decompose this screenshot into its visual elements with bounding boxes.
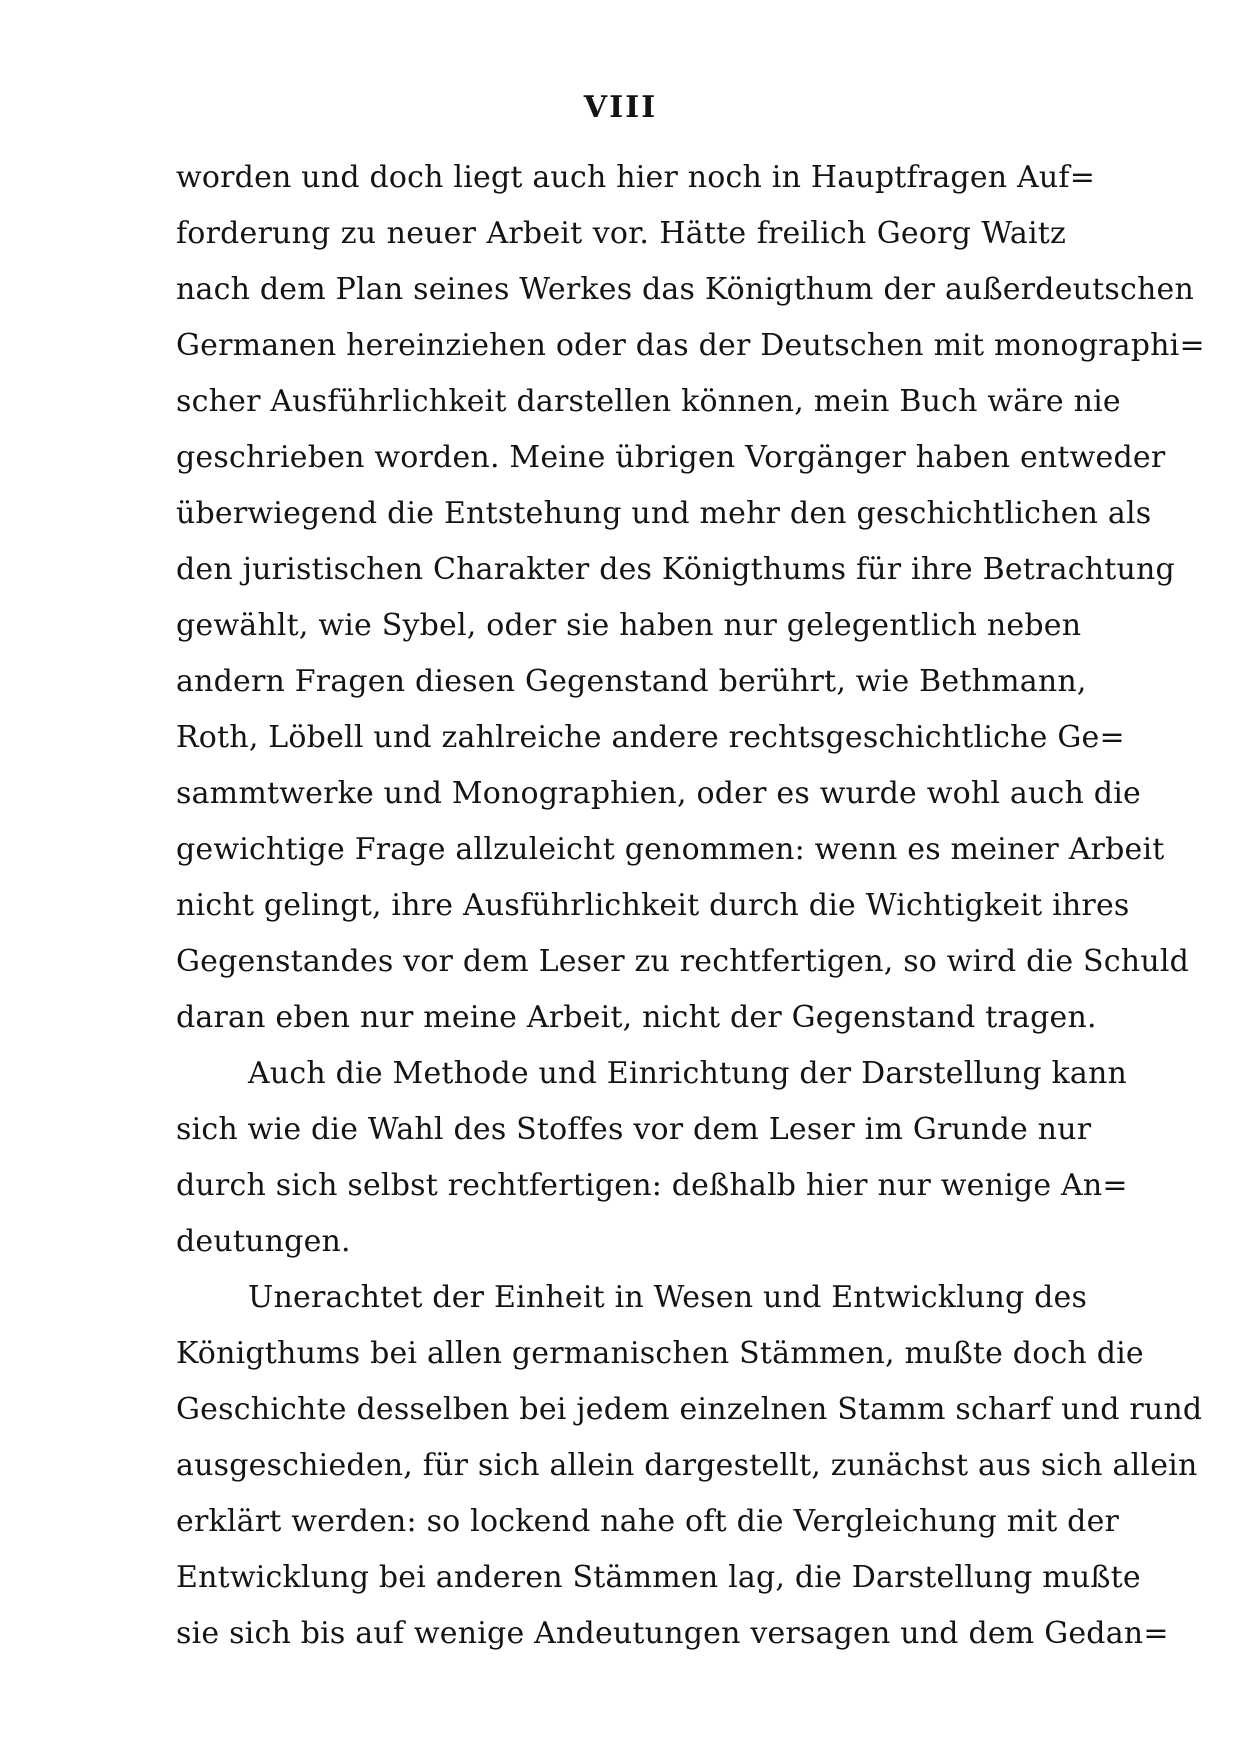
text-line: geschrieben worden. Meine übrigen Vorgänger haben entweder xyxy=(176,440,1166,475)
text-line: Entwicklung bei anderen Stämmen lag, die Darstellung mußte xyxy=(176,1560,1141,1595)
text-line: worden und doch liegt auch hier noch in Hauptfragen Auf= xyxy=(176,160,1096,195)
text-line: Geschichte desselben bei jedem einzelnen Stamm scharf und rund xyxy=(176,1392,1203,1427)
text-line: erklärt werden: so lockend nahe oft die Vergleichung mit der xyxy=(176,1504,1120,1539)
body-text xyxy=(176,150,1205,1662)
text-line: durch sich selbst rechtfertigen: deßhalb hier nur wenige An= xyxy=(176,1168,1128,1203)
text-line: überwiegend die Entstehung und mehr den geschichtlichen als xyxy=(176,496,1152,531)
text-line: sie sich bis auf wenige Andeutungen versagen und dem Gedan= xyxy=(176,1616,1169,1651)
paragraph-2 xyxy=(176,1046,1128,1270)
text-line: deutungen. xyxy=(176,1224,351,1259)
text-line: sammtwerke und Monographien, oder es wurde wohl auch die xyxy=(176,776,1141,811)
paragraph-3 xyxy=(176,1270,1203,1662)
text-line: gewählt, wie Sybel, oder sie haben nur gelegentlich neben xyxy=(176,608,1082,643)
text-line: nach dem Plan seines Werkes das Königthum der außerdeutschen xyxy=(176,272,1195,307)
paragraph-1 xyxy=(176,150,1205,1046)
text-line: gewichtige Frage allzuleicht genommen: wenn es meiner Arbeit xyxy=(176,832,1165,867)
text-line: den juristischen Charakter des Königthums für ihre Betrachtung xyxy=(176,552,1175,587)
text-line: nicht gelingt, ihre Ausführlichkeit durch die Wichtigkeit ihres xyxy=(176,888,1130,923)
page-number: VIII xyxy=(583,90,658,125)
text-line: daran eben nur meine Arbeit, nicht der Gegenstand tragen. xyxy=(176,1000,1097,1035)
text-line: Unerachtet der Einheit in Wesen und Entwicklung des xyxy=(248,1280,1088,1315)
text-line: forderung zu neuer Arbeit vor. Hätte freilich Georg Waitz xyxy=(176,216,1066,251)
text-line: Roth, Löbell und zahlreiche andere rechtsgeschichtliche Ge= xyxy=(176,720,1125,755)
text-line: Gegenstandes vor dem Leser zu rechtfertigen, so wird die Schuld xyxy=(176,944,1190,979)
text-line: sich wie die Wahl des Stoffes vor dem Leser im Grunde nur xyxy=(176,1112,1092,1147)
text-line: ausgeschieden, für sich allein dargestellt, zunächst aus sich allein xyxy=(176,1448,1198,1483)
text-line: scher Ausführlichkeit darstellen können, mein Buch wäre nie xyxy=(176,384,1121,419)
text-line: Auch die Methode und Einrichtung der Darstellung kann xyxy=(248,1056,1128,1091)
text-line: andern Fragen diesen Gegenstand berührt, wie Bethmann, xyxy=(176,664,1087,699)
text-line: Germanen hereinziehen oder das der Deutschen mit monographi= xyxy=(176,328,1205,363)
text-line: Königthums bei allen germanischen Stämmen, mußte doch die xyxy=(176,1336,1144,1371)
